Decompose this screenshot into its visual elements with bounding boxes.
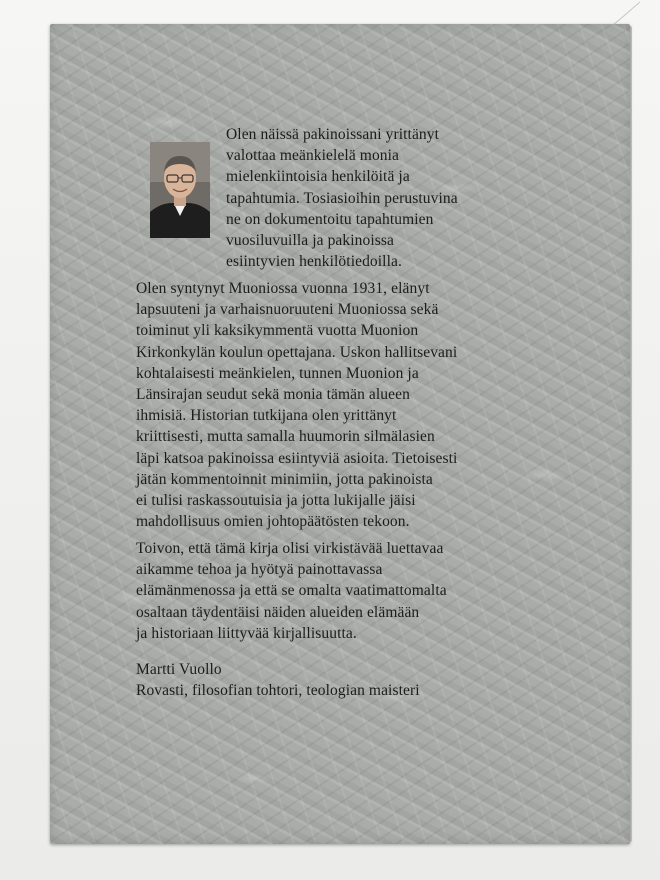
intro-line: ne on dokumentoitu tapahtumien (226, 210, 434, 228)
wish-line: osaltaan täydentäisi näiden alueiden elämään (136, 603, 420, 621)
bio-line: toiminut yli kaksikymmentä vuotta Muonion (136, 322, 419, 340)
bio-line: läpi katsoa pakinoissa esiintyviä asioita. Tietoisesti (136, 449, 458, 467)
intro-paragraph (226, 124, 458, 272)
bio-paragraph (136, 278, 457, 532)
intro-line: tapahtumia. Tosiasioihin perustuvina (226, 189, 458, 207)
bio-line: kohtalaisesti meänkielen, tunnen Muonion ja (136, 364, 419, 382)
wish-line: ja historiaan liittyvää kirjallisuutta. (136, 624, 357, 642)
intro-line: valottaa meänkielelä monia (226, 147, 400, 165)
intro-line: esiintyvien henkilötiedoilla. (226, 253, 402, 271)
wish-line: Toivon, että tämä kirja olisi virkistävää luettavaa (136, 540, 444, 557)
bio-line: jätän kommentoinnit minimiin, jotta pakinoista (136, 470, 433, 488)
author-photo (150, 142, 210, 238)
wish-paragraph (136, 538, 447, 644)
wish-line: elämänmenossa ja että se omalta vaatimattomalta (136, 582, 447, 600)
wish-line: aikamme tehoa ja hyötyä painottavassa (136, 561, 383, 579)
bio-line: Olen syntynyt Muoniossa vuonna 1931, elänyt (136, 280, 430, 297)
author-title: Rovasti, filosofian tohtori, teologian maisteri (136, 682, 420, 700)
author-signature (136, 659, 420, 701)
bio-line: lapsuuteni ja varhaisnuoruuteni Muoniossa sekä (136, 301, 439, 319)
intro-line: mielenkiintoisia henkilöitä ja (226, 168, 410, 186)
loose-thread (612, 0, 642, 26)
bio-line: Länsirajan seudut sekä monia tämän alueen (136, 386, 410, 404)
bio-line: mahdollisuus omien johtopäätösten tekoon. (136, 513, 410, 531)
bio-line: Kirkonkylän koulun opettajana. Uskon hallitsevani (136, 343, 458, 361)
bio-line: kriittisesti, mutta samalla huumorin silmälasien (136, 428, 435, 446)
author-portrait-image (150, 142, 210, 238)
bio-line: ei tulisi raskassoutuisia ja jotta lukijalle jäisi (136, 492, 416, 510)
intro-line: vuosiluvuilla ja pakinoissa (226, 232, 395, 250)
intro-line: Olen näissä pakinoissani yrittänyt (226, 126, 440, 143)
author-name: Martti Vuollo (136, 661, 222, 678)
bio-line: ihmisiä. Historian tutkijana olen yrittänyt (136, 407, 397, 425)
